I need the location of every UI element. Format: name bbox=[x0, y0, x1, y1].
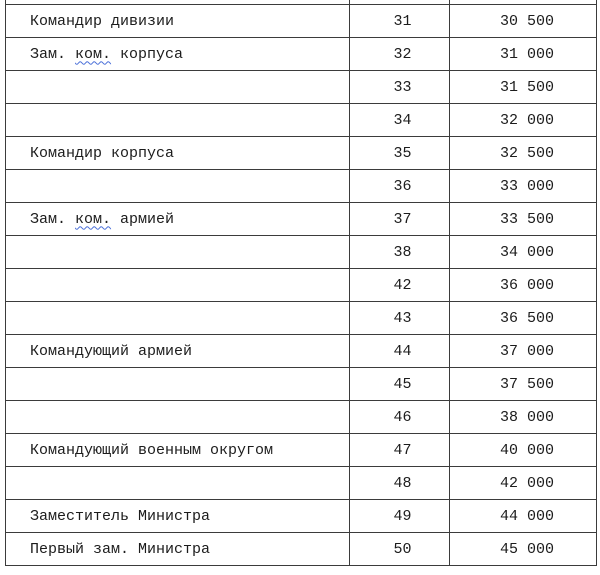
position-cell bbox=[6, 368, 350, 401]
salary-cell: 33 500 bbox=[450, 203, 597, 236]
position-cell: Первый зам. Министра bbox=[6, 533, 350, 566]
position-cell bbox=[6, 269, 350, 302]
salary-cell: 44 000 bbox=[450, 500, 597, 533]
table-row bbox=[6, 533, 597, 566]
salary-cell: 37 500 bbox=[450, 368, 597, 401]
position-cell bbox=[6, 104, 350, 137]
grade-cell: 49 bbox=[350, 500, 450, 533]
grade-cell: 33 bbox=[350, 71, 450, 104]
position-cell: Командир корпуса bbox=[6, 137, 350, 170]
salary-cell: 33 000 bbox=[450, 170, 597, 203]
salary-cell: 38 000 bbox=[450, 401, 597, 434]
grade-cell: 42 bbox=[350, 269, 450, 302]
table-row bbox=[6, 5, 597, 38]
salary-cell: 32 000 bbox=[450, 104, 597, 137]
salary-cell: 30 500 bbox=[450, 5, 597, 38]
table-row bbox=[6, 170, 597, 203]
salary-cell: 37 000 bbox=[450, 335, 597, 368]
table-row bbox=[6, 335, 597, 368]
table-row bbox=[6, 236, 597, 269]
position-cell bbox=[6, 302, 350, 335]
grade-cell: 43 bbox=[350, 302, 450, 335]
spellcheck-marked-word: ком. bbox=[75, 45, 112, 63]
position-cell: Заместитель Министра bbox=[6, 500, 350, 533]
table-row bbox=[6, 71, 597, 104]
position-cell bbox=[6, 236, 350, 269]
position-cell: Командир дивизии bbox=[6, 5, 350, 38]
position-cell: Командующий военным округом bbox=[6, 434, 350, 467]
table-row bbox=[6, 203, 597, 236]
salary-table-page bbox=[5, 0, 596, 571]
position-cell: Зам. ком. армией bbox=[6, 203, 350, 236]
position-cell bbox=[6, 401, 350, 434]
position-cell: Командующий армией bbox=[6, 335, 350, 368]
grade-cell: 45 bbox=[350, 368, 450, 401]
position-cell bbox=[6, 467, 350, 500]
table-row bbox=[6, 401, 597, 434]
grade-cell: 48 bbox=[350, 467, 450, 500]
salary-cell: 42 000 bbox=[450, 467, 597, 500]
table-row bbox=[6, 434, 597, 467]
table-row bbox=[6, 500, 597, 533]
salary-cell: 36 500 bbox=[450, 302, 597, 335]
salary-cell: 34 000 bbox=[450, 236, 597, 269]
position-cell bbox=[6, 170, 350, 203]
grade-cell: 31 bbox=[350, 5, 450, 38]
salary-cell: 31 500 bbox=[450, 71, 597, 104]
grade-cell: 44 bbox=[350, 335, 450, 368]
spellcheck-marked-word: ком. bbox=[75, 210, 112, 228]
grade-cell: 34 bbox=[350, 104, 450, 137]
table-row bbox=[6, 104, 597, 137]
table-row bbox=[6, 302, 597, 335]
grade-cell: 38 bbox=[350, 236, 450, 269]
grade-cell: 32 bbox=[350, 38, 450, 71]
grade-cell: 36 bbox=[350, 170, 450, 203]
grade-cell: 35 bbox=[350, 137, 450, 170]
position-cell: Зам. ком. корпуса bbox=[6, 38, 350, 71]
salary-cell: 36 000 bbox=[450, 269, 597, 302]
grade-cell: 46 bbox=[350, 401, 450, 434]
table-row bbox=[6, 269, 597, 302]
position-cell bbox=[6, 71, 350, 104]
table-row bbox=[6, 38, 597, 71]
salary-table bbox=[5, 0, 597, 566]
table-row bbox=[6, 137, 597, 170]
salary-cell: 45 000 bbox=[450, 533, 597, 566]
table-row bbox=[6, 368, 597, 401]
table-row bbox=[6, 467, 597, 500]
salary-table-body bbox=[6, 0, 597, 566]
grade-cell: 47 bbox=[350, 434, 450, 467]
grade-cell: 37 bbox=[350, 203, 450, 236]
salary-cell: 40 000 bbox=[450, 434, 597, 467]
salary-cell: 31 000 bbox=[450, 38, 597, 71]
salary-cell: 32 500 bbox=[450, 137, 597, 170]
grade-cell: 50 bbox=[350, 533, 450, 566]
